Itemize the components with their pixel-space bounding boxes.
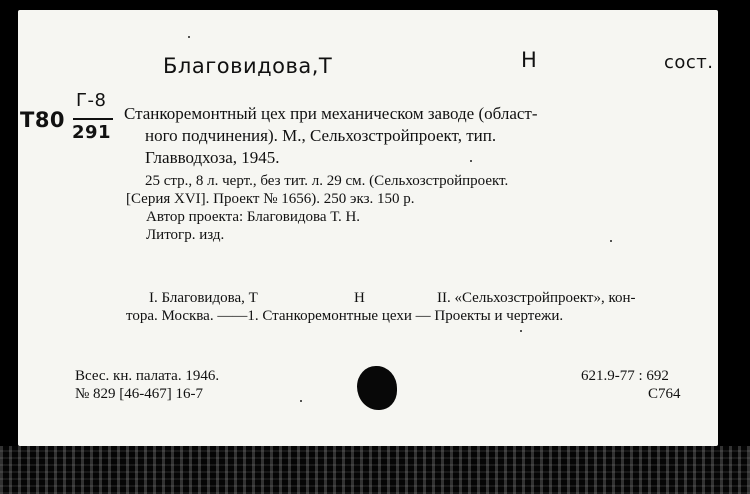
description-line-3: Автор проекта: Благовидова Т. Н. (146, 209, 361, 225)
tracing-initial: Н (354, 290, 365, 306)
author-mark: С764 (648, 386, 681, 402)
description-line-4: Литогр. изд. (146, 227, 225, 243)
dust-speck (610, 240, 612, 242)
description-line-1: 25 стр., 8 л. черт., без тит. л. 29 см. (Сельхозстройпроект. (145, 173, 509, 189)
dust-speck (470, 160, 472, 162)
title-line-2: ного подчинения). М., Сельхозстройпроект, тип. (145, 126, 497, 145)
handwritten-role: сост. (664, 52, 714, 73)
call-number-prefix: Т80 (20, 108, 66, 132)
tracing-subject: тора. Москва. ——1. Станкоремонтные цехи — Проекты и чертежи. (126, 308, 564, 324)
tracing-organization: II. «Сельхозстройпроект», кон- (437, 290, 636, 306)
call-number-divider (73, 118, 113, 120)
dust-speck (300, 400, 302, 402)
book-chamber-line-1: Всес. кн. палата. 1946. (75, 368, 220, 384)
scan-noise-strip (0, 446, 750, 494)
call-number-bottom: 291 (72, 122, 112, 143)
description-line-2: [Серия XVI]. Проект № 1656). 250 экз. 150 р. (126, 191, 415, 207)
handwritten-initial: Н (521, 48, 538, 72)
dust-speck (520, 330, 522, 332)
dust-speck (188, 36, 190, 38)
ink-blot (357, 366, 397, 410)
book-chamber-line-2: № 829 [46-467] 16-7 (75, 386, 204, 402)
call-number-top: Г-8 (76, 90, 107, 111)
tracing-author: I. Благовидова, Т (149, 290, 258, 306)
title-line-3: Главводхоза, 1945. (145, 148, 280, 167)
handwritten-author: Благовидова,Т (163, 54, 333, 78)
title-line-1: Станкоремонтный цех при механическом заводе (област- (124, 104, 538, 123)
udc-number: 621.9-77 : 692 (581, 368, 669, 384)
